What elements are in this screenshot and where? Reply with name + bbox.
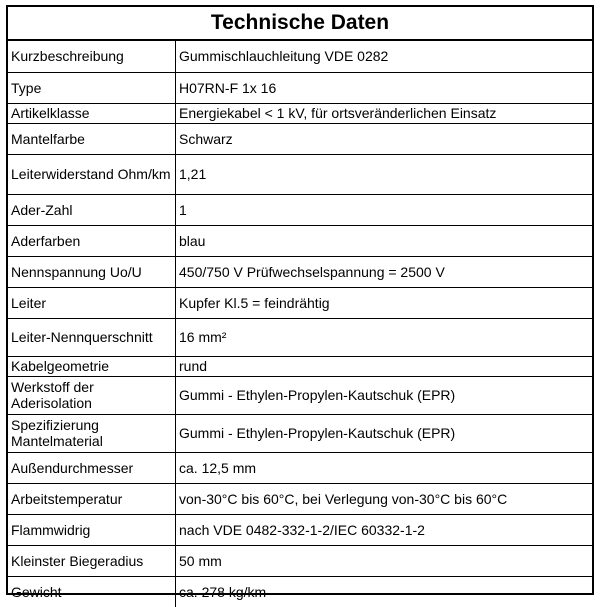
table-row: [8, 545, 592, 576]
row-label: Aderfarben: [8, 225, 176, 256]
table-row: [8, 225, 592, 256]
row-label: Mantelfarbe: [8, 123, 176, 154]
table-row: [8, 103, 592, 123]
row-value: ca. 12,5 mm: [176, 452, 593, 483]
spec-table: [8, 41, 592, 607]
row-value: ca. 278 kg/km: [176, 576, 593, 607]
table-row: [8, 376, 592, 414]
table-row: [8, 483, 592, 514]
row-value: Gummi - Ethylen-Propylen-Kautschuk (EPR): [176, 414, 593, 452]
table-row: [8, 318, 592, 356]
row-value: 450/750 V Prüfwechselspannung = 2500 V: [176, 256, 593, 287]
table-row: [8, 256, 592, 287]
row-value: 50 mm: [176, 545, 593, 576]
row-value: Gummischlauchleitung VDE 0282: [176, 41, 593, 72]
row-label: Leiterwiderstand Ohm/km: [8, 154, 176, 194]
row-label: Kleinster Biegeradius: [8, 545, 176, 576]
table-row: [8, 72, 592, 103]
technical-data-sheet: [6, 5, 594, 600]
row-label: Flammwidrig: [8, 514, 176, 545]
table-row: [8, 414, 592, 452]
table-row: [8, 123, 592, 154]
row-label: Nennspannung Uo/U: [8, 256, 176, 287]
row-label: Leiter: [8, 287, 176, 318]
table-row: [8, 287, 592, 318]
row-label: Arbeitstemperatur: [8, 483, 176, 514]
row-label: Gewicht: [8, 576, 176, 607]
row-label: Leiter-Nennquerschnitt: [8, 318, 176, 356]
row-value: H07RN-F 1x 16: [176, 72, 593, 103]
table-row: [8, 576, 592, 607]
row-label: Kurzbeschreibung: [8, 41, 176, 72]
table-row: [8, 452, 592, 483]
row-value: 1: [176, 194, 593, 225]
table-row: [8, 154, 592, 194]
row-value: nach VDE 0482-332-1-2/IEC 60332-1-2: [176, 514, 593, 545]
sheet-title: Technische Daten: [8, 7, 592, 41]
row-label: Artikelklasse: [8, 103, 176, 123]
row-value: rund: [176, 356, 593, 376]
row-label: Kabelgeometrie: [8, 356, 176, 376]
row-value: 1,21: [176, 154, 593, 194]
row-value: 16 mm²: [176, 318, 593, 356]
table-row: [8, 514, 592, 545]
row-label: Ader-Zahl: [8, 194, 176, 225]
row-value: Kupfer Kl.5 = feindrähtig: [176, 287, 593, 318]
table-row: [8, 194, 592, 225]
table-row: [8, 41, 592, 72]
table-row: [8, 356, 592, 376]
row-value: von-30°C bis 60°C, bei Verlegung von-30°C bis 60°C: [176, 483, 593, 514]
row-label: Spezifizierung Mantelmaterial: [8, 414, 176, 452]
row-label: Type: [8, 72, 176, 103]
row-value: blau: [176, 225, 593, 256]
row-value: Energiekabel < 1 kV, für ortsveränderlichen Einsatz: [176, 103, 593, 123]
row-label: Werkstoff der Aderisolation: [8, 376, 176, 414]
row-value: Schwarz: [176, 123, 593, 154]
row-label: Außendurchmesser: [8, 452, 176, 483]
row-value: Gummi - Ethylen-Propylen-Kautschuk (EPR): [176, 376, 593, 414]
